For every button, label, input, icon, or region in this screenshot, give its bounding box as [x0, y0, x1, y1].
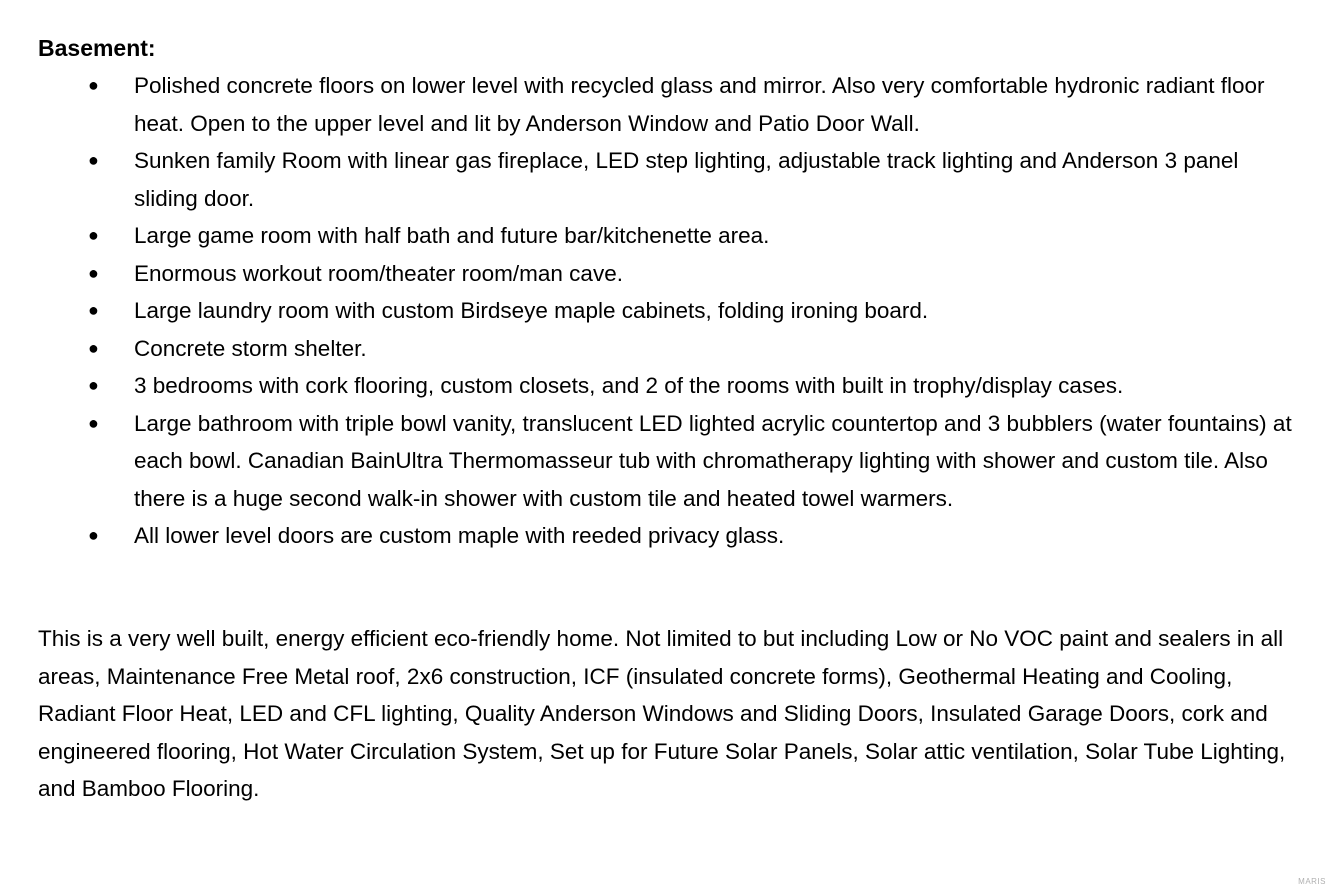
list-item [38, 292, 1298, 330]
list-item [38, 367, 1298, 405]
bullet-icon: ● [88, 225, 99, 245]
list-item-text: Large bathroom with triple bowl vanity, translucent LED lighted acrylic countertop and 3 bubblers (water fountains) at each bowl. Canadian BainUltra Thermomasseur tub with chromatherapy lighting with shower and custom tile. Also there is a huge second walk-in shower with custom tile and heated towel warmers. [134, 410, 1292, 511]
bullet-icon: ● [88, 412, 99, 433]
list-item-text: 3 bedrooms with cork flooring, custom closets, and 2 of the rooms with built in trophy/display cases. [134, 373, 1124, 398]
list-item-text: Large game room with half bath and future bar/kitchenette area. [134, 223, 770, 248]
list-item-text: Sunken family Room with linear gas fireplace, LED step lighting, adjustable track lighting and Anderson 3 panel sliding door. [134, 148, 1239, 211]
bullet-icon: ● [88, 75, 99, 95]
list-item [38, 517, 1298, 555]
list-item-text: Enormous workout room/theater room/man cave. [134, 260, 623, 286]
bullet-icon: ● [88, 375, 99, 395]
bullet-icon: ● [88, 300, 99, 320]
list-item [38, 67, 1298, 142]
bullet-icon: ● [88, 262, 99, 283]
watermark-label: MARIS [1298, 877, 1326, 886]
list-item-text: All lower level doors are custom maple with reeded privacy glass. [134, 523, 785, 548]
list-item [38, 255, 1298, 293]
summary-paragraph: This is a very well built, energy efficient eco-friendly home. Not limited to but including Low or No VOC paint and sealers in all areas, Maintenance Free Metal roof, 2x6 construction, ICF (insulated concrete forms), Geothermal Heating and Cooling, Radiant Floor Heat, LED and CFL lighting, Quality Anderson Windows and Sliding Doors, Insulated Garage Doors, cork and engineered flooring, Hot Water Circulation System, Set up for Future Solar Panels, Solar attic ventilation, Solar Tube Lighting, and Bamboo Flooring. [38, 626, 1286, 801]
bullet-icon: ● [88, 150, 99, 170]
feature-list [38, 67, 1298, 555]
list-item [38, 217, 1298, 255]
document-body [38, 30, 1298, 801]
bullet-icon: ● [88, 525, 99, 545]
bullet-icon: ● [88, 337, 99, 358]
list-item [38, 405, 1298, 518]
list-item-text: Polished concrete floors on lower level with recycled glass and mirror. Also very comfortable hydronic radiant floor heat. Open to the upper level and lit by Anderson Window and Patio Door Wall. [134, 73, 1265, 136]
list-item-text: Concrete storm shelter. [134, 335, 367, 361]
list-item [38, 142, 1298, 217]
list-item-text: Large laundry room with custom Birdseye maple cabinets, folding ironing board. [134, 298, 929, 323]
section-heading: Basement: [38, 35, 156, 61]
list-item [38, 330, 1298, 368]
